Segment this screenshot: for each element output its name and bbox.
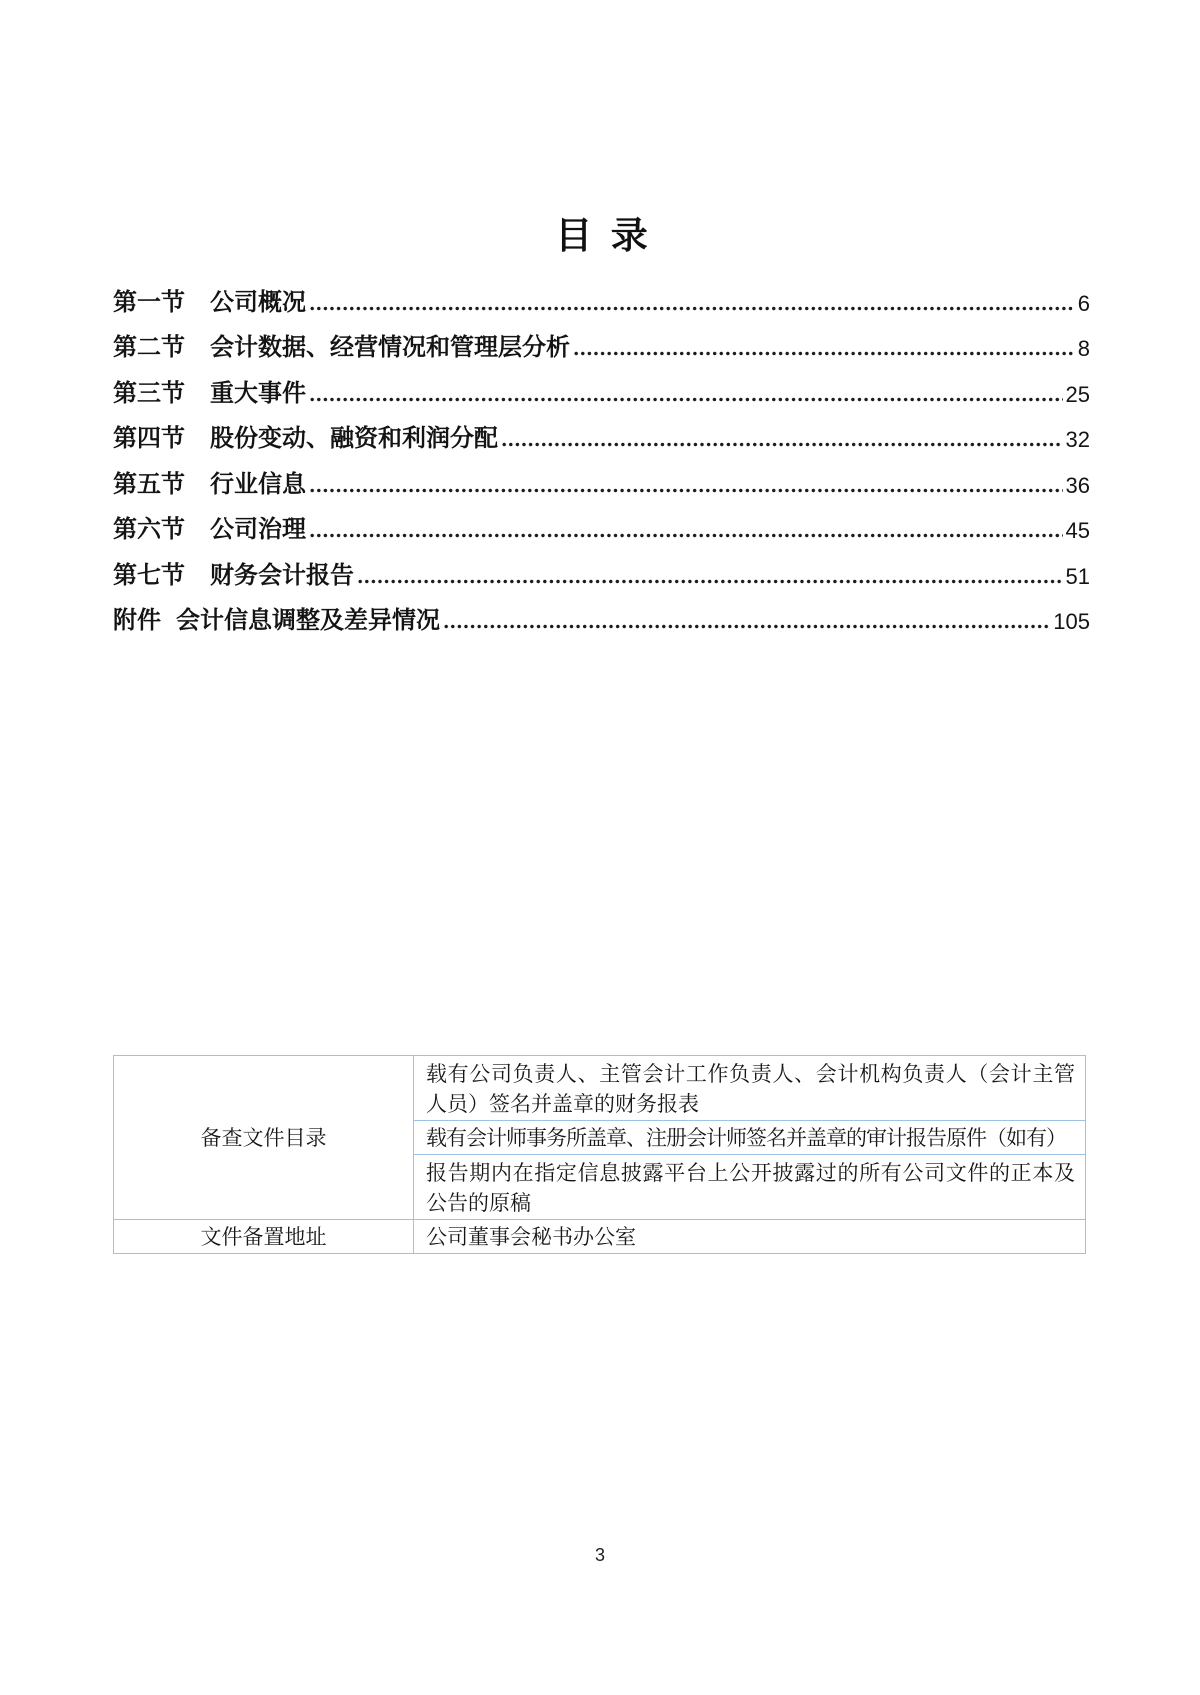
dot-leader [502,442,1063,447]
table-cell-financial-statements: 载有公司负责人、主管会计工作负责人、会计机构负责人（会计主管人员）签名并盖章的财务报表 [414,1056,1086,1121]
toc-page-number: 36 [1065,472,1090,498]
footer-page-number: 3 [594,1545,605,1565]
toc-page-number: 6 [1077,290,1090,316]
toc-section-number: 第二节 [113,335,185,361]
dot-leader [358,579,1063,584]
toc-page-number: 25 [1065,381,1090,407]
toc-section-title: 财务会计报告 [210,562,354,589]
toc-section-title: 股份变动、融资和利润分配 [210,426,498,452]
toc-section-title: 重大事件 [210,380,306,407]
toc-section-title: 公司治理 [210,517,306,543]
toc-section-title: 行业信息 [210,471,306,498]
toc-section-number: 第七节 [113,562,185,589]
toc-entry [113,272,1090,318]
toc-section-title: 公司概况 [210,289,306,316]
table-header-storage-address: 文件备置地址 [114,1220,414,1254]
toc-section-number: 第一节 [113,289,185,316]
dot-leader [310,397,1063,402]
dot-leader [310,488,1063,493]
toc-page-number: 45 [1065,518,1090,543]
toc-section-number: 第四节 [113,426,185,452]
page-title: 目 录 [555,216,648,257]
dot-leader [444,624,1050,629]
table-of-contents [113,272,1090,636]
table-cell-disclosed-documents: 报告期内在指定信息披露平台上公开披露过的所有公司文件的正本及公告的原稿 [414,1155,1086,1220]
toc-entry [113,500,1090,546]
dot-leader [310,533,1063,538]
table-cell-audit-report: 载有会计师事务所盖章、注册会计师签名并盖章的审计报告原件（如有） [414,1121,1086,1155]
toc-page-number: 8 [1077,336,1090,361]
table-header-reference-documents: 备查文件目录 [114,1056,414,1220]
toc-entry [113,409,1090,455]
toc-entry [113,363,1090,409]
reference-documents-table [113,1055,1086,1254]
table-cell-storage-address-value: 公司董事会秘书办公室 [414,1220,1086,1254]
toc-section-number: 第五节 [113,471,185,498]
dot-leader [310,306,1075,311]
toc-section-title: 会计信息调整及差异情况 [176,608,440,634]
toc-entry-appendix [113,591,1090,637]
dot-leader [574,351,1075,356]
toc-page-number: 32 [1065,427,1090,452]
toc-entry [113,545,1090,591]
toc-section-number: 附件 [113,608,161,634]
toc-section-title: 会计数据、经营情况和管理层分析 [210,335,570,361]
toc-page-number: 51 [1065,563,1090,589]
toc-entry [113,318,1090,364]
toc-page-number: 105 [1053,609,1090,634]
toc-section-number: 第六节 [113,517,185,543]
toc-entry [113,454,1090,500]
toc-section-number: 第三节 [113,380,185,407]
